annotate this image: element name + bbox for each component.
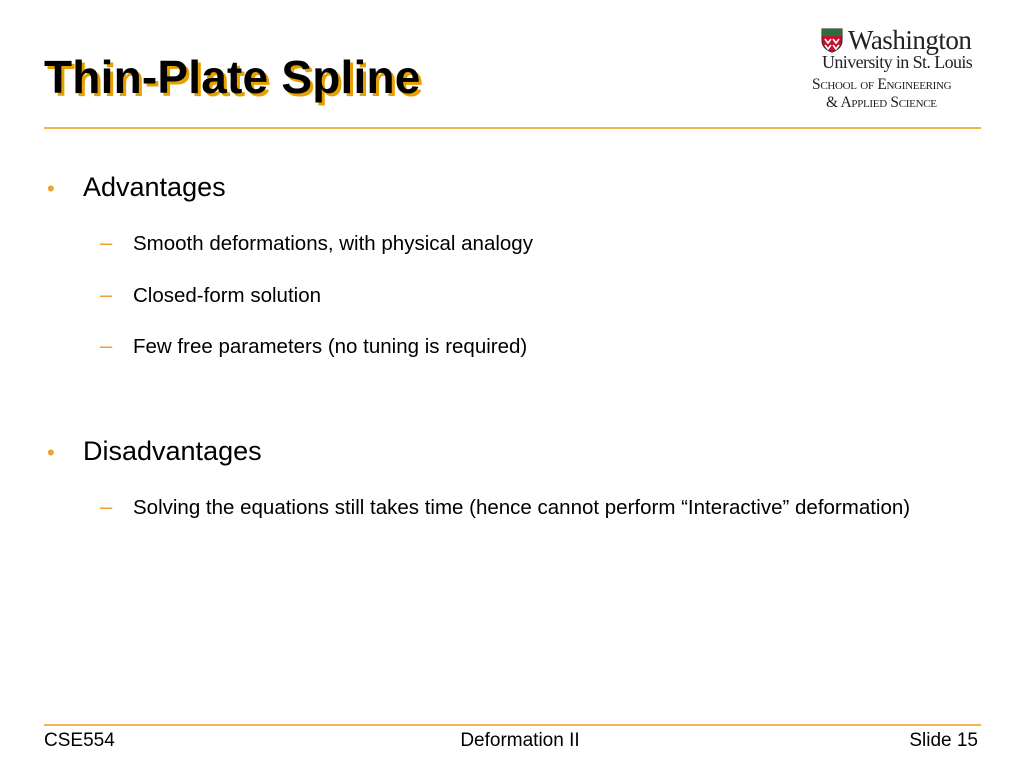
sub-bullet-text: Closed-form solution [133, 284, 321, 307]
bullet-icon: • [47, 440, 55, 465]
bullet-advantages [47, 172, 226, 203]
dash-icon: – [100, 230, 113, 255]
slide-title: Thin-Plate Spline [44, 51, 421, 103]
footer-slide-number: Slide 15 [909, 730, 978, 751]
dash-icon: – [100, 494, 113, 519]
title-divider [44, 127, 981, 129]
bullet-disadvantages [47, 436, 262, 467]
sub-bullet [100, 491, 970, 525]
footer-topic: Deformation II [460, 730, 580, 751]
dash-icon: – [100, 282, 113, 307]
dash-icon: – [100, 333, 113, 358]
shield-icon [820, 27, 844, 53]
bullet-icon: • [47, 176, 55, 201]
sub-bullet-text: Solving the equations still takes time (hence cannot perform “Interactive” deformation) [133, 496, 911, 519]
bullet-heading: Disadvantages [83, 436, 262, 466]
sub-bullet-text: Few free parameters (no tuning is required) [133, 335, 528, 358]
logo-university: University in St. Louis [822, 52, 973, 72]
university-logo [812, 24, 984, 116]
sub-bullet [100, 330, 527, 364]
footer-divider [44, 724, 981, 726]
bullet-heading: Advantages [83, 172, 226, 202]
logo-washington: Washington [848, 25, 972, 55]
logo-school: School of Engineering [812, 76, 952, 93]
sub-bullet [100, 279, 321, 313]
sub-bullet-text: Smooth deformations, with physical analogy [133, 232, 533, 255]
sub-bullet [100, 227, 533, 261]
logo-applied-science: & Applied Science [826, 94, 937, 111]
footer-course: CSE554 [44, 730, 115, 751]
